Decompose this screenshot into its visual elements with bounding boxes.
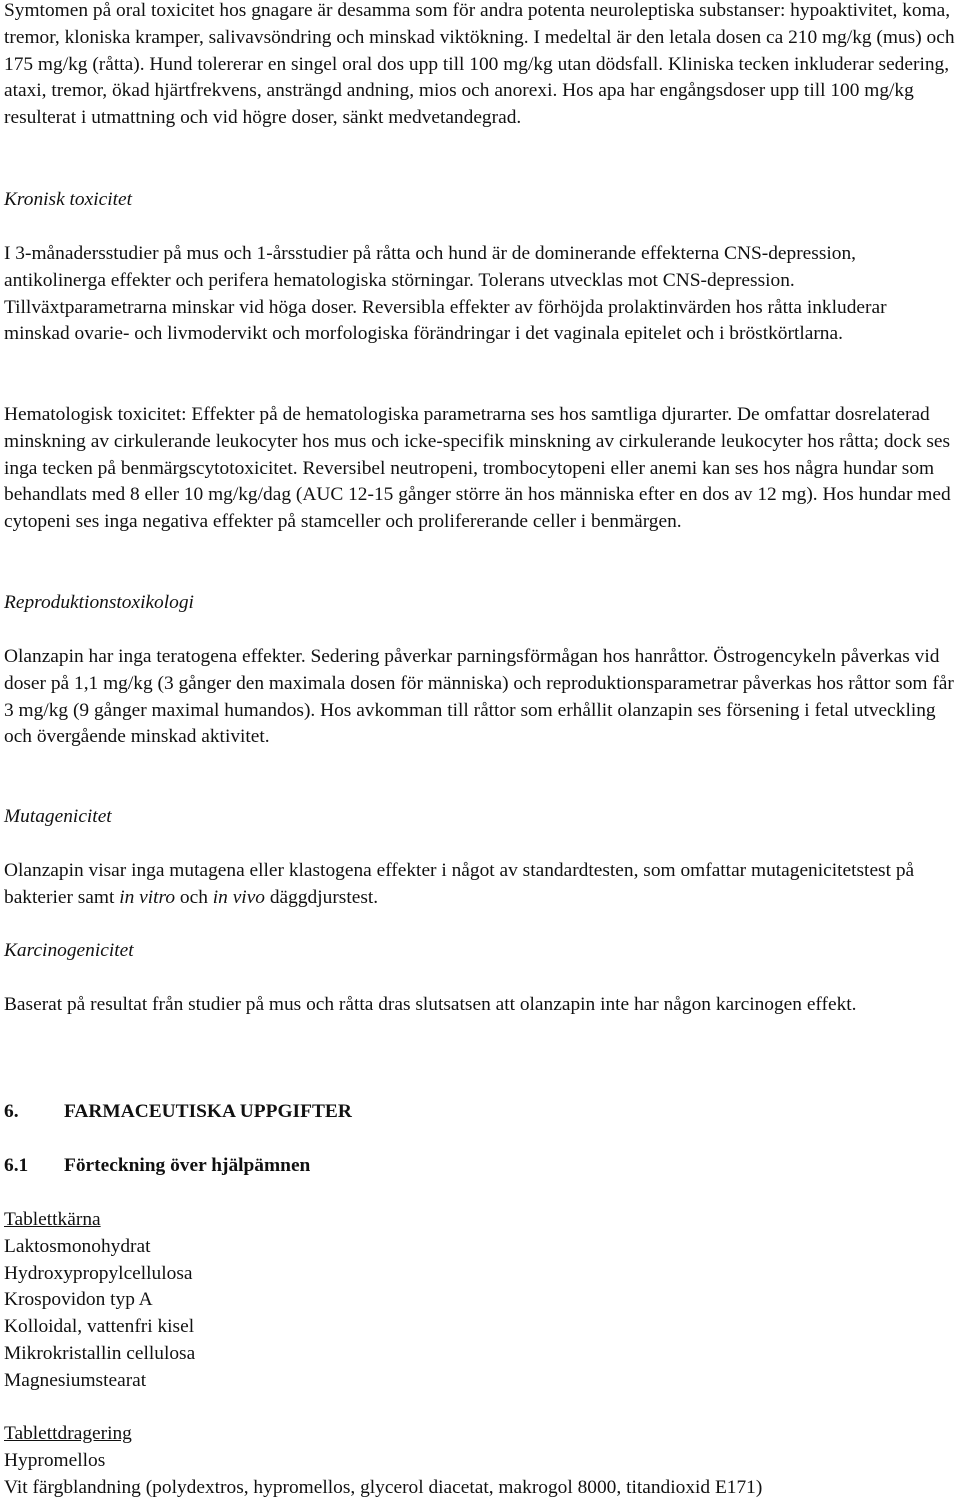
section-6-number: 6.	[4, 1101, 19, 1122]
tablettkarna-list	[4, 1207, 956, 1395]
tablettdragering-title: Tablettdragering	[4, 1423, 132, 1444]
paragraph-reproduction: Olanzapin har inga teratogena effekter. Sedering påverkar parningsförmågan hos hanråttor. Östrogencykeln påverkas vid doser på 1,1 mg/kg (3 gånger den maximala dosen för människa) och reproduktionsparametrar påverkas hos råttor som får 3 mg/kg (9 gånger maximal humandos). Hos avkomman till råttor som erhållit olanzapin ses försening i fetal utveckling och övergående minskad aktivitet.	[4, 646, 954, 748]
paragraph-carcinogenicity: Baserat på resultat från studier på mus och råtta dras slutsatsen att olanzapin inte har någon karcinogen effekt.	[4, 994, 857, 1015]
list-item: Hypromellos	[4, 1449, 106, 1471]
list-item: Magnesiumstearat	[4, 1369, 147, 1391]
in-vivo-text: in vivo	[212, 886, 265, 908]
mutagenicity-text-a: Olanzapin visar inga mutagena eller klastogena effekter i något av standardtesten, som omfattar mutagenicitetstest på bakterier samt	[4, 860, 915, 908]
list-item: Mikrokristallin cellulosa	[4, 1342, 196, 1364]
heading-reproduktionstoxikologi: Reproduktionstoxikologi	[4, 592, 194, 613]
list-item: Krospovidon typ A	[4, 1289, 153, 1311]
heading-karcinogenicitet: Karcinogenicitet	[4, 940, 134, 961]
section-6-1-heading	[4, 1153, 956, 1180]
section-6-title: FARMACEUTISKA UPPGIFTER	[64, 1101, 352, 1122]
tablettkarna-title: Tablettkärna	[4, 1209, 101, 1230]
tablettdragering-list	[4, 1421, 956, 1501]
paragraph-hematologic-toxicity: Hematologisk toxicitet: Effekter på de hematologiska parametrarna ses hos samtliga djurarter. De omfattar dosrelaterad minskning av cirkulerande leukocyter hos mus och icke-specifik minskning av cirkulerande leukocyter hos råtta; dock ses inga tecken på benmärgscytotoxicitet. Reversibel neutropeni, trombocytopeni eller anemi kan ses hos några hundar som behandlats med 8 eller 10 mg/kg/dag (AUC 12-15 gånger större än hos människa efter en dos av 12 mg). Hos hundar med cytopeni ses inga negativa effekter på stamceller och prolifererande celler i benmärgen.	[4, 404, 951, 533]
paragraph-oral-toxicity: Symtomen på oral toxicitet hos gnagare är desamma som för andra potenta neuroleptiska substanser: hypoaktivitet, koma, tremor, kloniska kramper, salivavsöndring och minskad viktökning. I medeltal är den letala dosen ca 210 mg/kg (mus) och 175 mg/kg (råtta). Hund tolererar en singel oral dos upp till 100 mg/kg utan dödsfall. Kliniska tecken inkluderar sedering, ataxi, tremor, ökad hjärtfrekvens, ansträngd andning, mios och anorexi. Hos apa har engångsdoser upp till 100 mg/kg resulterat i utmattning och vid högre doser, sänkt medvetandegrad.	[4, 0, 955, 129]
mutagenicity-text-c: däggdjurstest.	[265, 886, 379, 908]
list-item: Hydroxypropylcellulosa	[4, 1262, 193, 1284]
section-6-1-number: 6.1	[4, 1155, 29, 1176]
paragraph-mutagenicity	[4, 858, 956, 912]
paragraph-chronic-toxicity: I 3-månadersstudier på mus och 1-årsstudier på råtta och hund är de dominerande effekterna CNS-depression, antikolinerga effekter och perifera hematologiska störningar. Tolerans utvecklas mot CNS-depression. Tillväxtparametrarna minskar vid höga doser. Reversibla effekter av förhöjda prolaktinvärden hos råtta inkluderar minskad ovarie- och livmodervikt och morfologiska förändringar i det vaginala epitelet och i bröstkörtlarna.	[4, 243, 887, 345]
list-item: Laktosmonohydrat	[4, 1235, 151, 1257]
in-vitro-text: in vitro	[119, 886, 176, 908]
mutagenicity-text-b: och	[175, 886, 213, 908]
heading-kronisk-toxicitet: Kronisk toxicitet	[4, 189, 132, 210]
heading-mutagenicitet: Mutagenicitet	[4, 806, 112, 827]
list-item: Kolloidal, vattenfri kisel	[4, 1316, 195, 1338]
list-item: Vit färgblandning (polydextros, hypromellos, glycerol diacetat, makrogol 8000, titandioxid E171)	[4, 1476, 763, 1498]
section-6-1-title: Förteckning över hjälpämnen	[64, 1155, 311, 1176]
section-6-heading	[4, 1099, 956, 1126]
